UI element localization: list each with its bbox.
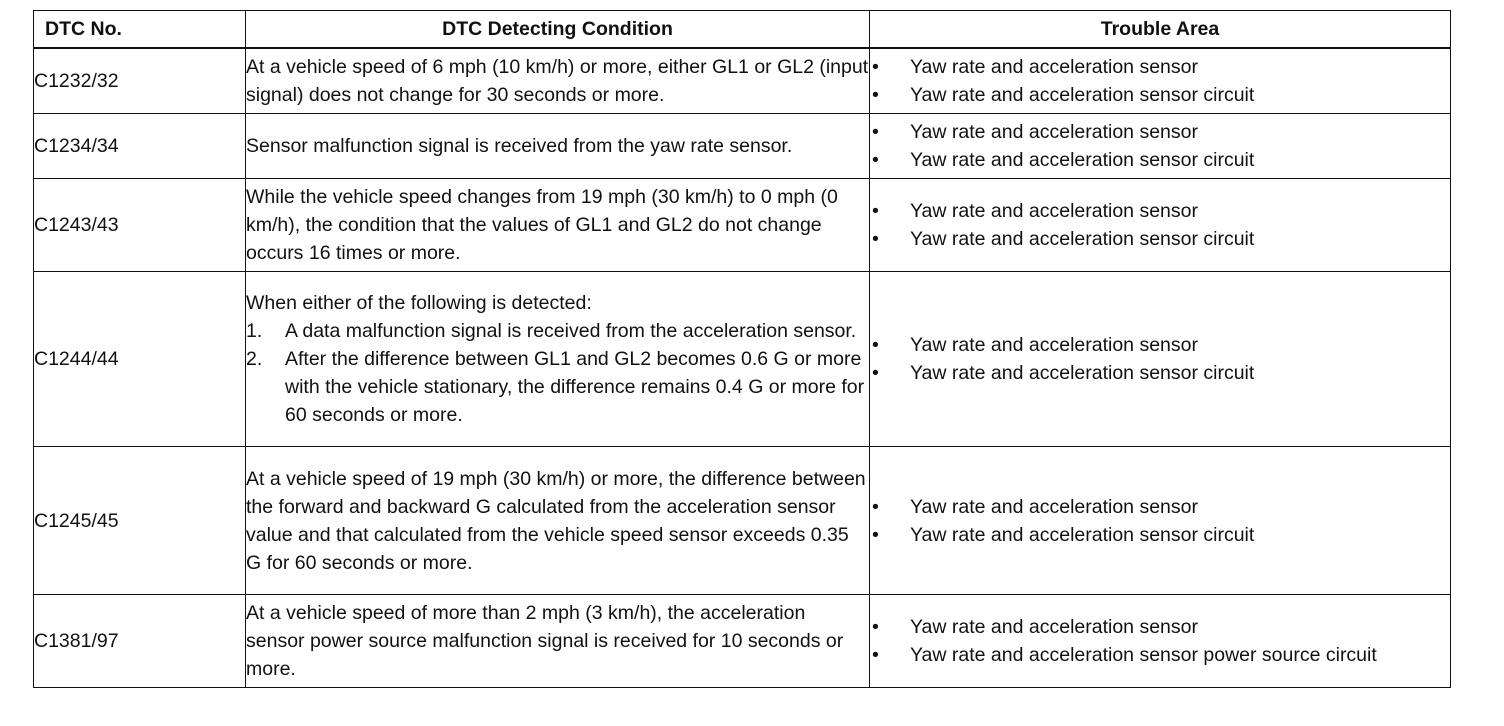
list-item: [870, 53, 1450, 81]
bullet-icon: •: [872, 644, 879, 666]
trouble-area-text: Yaw rate and acceleration sensor: [910, 121, 1198, 143]
trouble-area-cell: [870, 595, 1451, 688]
header-detecting-condition: DTC Detecting Condition: [246, 11, 870, 49]
table-row: [34, 114, 1451, 179]
dtc-code: C1243/43: [34, 179, 246, 272]
trouble-area-list: [870, 613, 1450, 669]
dtc-code: C1244/44: [34, 272, 246, 447]
trouble-area-list: [870, 331, 1450, 387]
bullet-icon: •: [872, 84, 879, 106]
trouble-area-cell: [870, 179, 1451, 272]
condition-intro: When either of the following is detected:: [246, 292, 592, 314]
trouble-area-list: [870, 53, 1450, 109]
list-item: [870, 521, 1450, 549]
table-row: [34, 272, 1451, 447]
trouble-area-text: Yaw rate and acceleration sensor: [910, 56, 1198, 78]
list-item: [870, 493, 1450, 521]
step-text: After the difference between GL1 and GL2 becomes 0.6 G or more with the vehicle stationary, the difference remains 0.4 G or more for 60 seconds or more.: [285, 348, 865, 426]
table-header-row: [34, 11, 1451, 49]
dtc-condition: At a vehicle speed of 19 mph (30 km/h) or more, the difference between the forward and backward G calculated from the acceleration sensor value and that calculated from the vehicle speed sensor exceeds 0.35 G for 60 seconds or more.: [246, 447, 870, 595]
list-item: [870, 225, 1450, 253]
trouble-area-text: Yaw rate and acceleration sensor circuit: [910, 149, 1255, 171]
list-item: [870, 641, 1450, 669]
trouble-area-cell: [870, 272, 1451, 447]
step-number: 1.: [246, 320, 263, 342]
trouble-area-text: Yaw rate and acceleration sensor power source circuit: [910, 644, 1377, 666]
dtc-condition: At a vehicle speed of more than 2 mph (3 km/h), the acceleration sensor power source malfunction signal is received for 10 seconds or more.: [246, 595, 870, 688]
trouble-area-text: Yaw rate and acceleration sensor circuit: [910, 362, 1255, 384]
dtc-condition: While the vehicle speed changes from 19 mph (30 km/h) to 0 mph (0 km/h), the condition that the values of GL1 and GL2 do not change occurs 16 times or more.: [246, 179, 870, 272]
dtc-condition: Sensor malfunction signal is received from the yaw rate sensor.: [246, 114, 870, 179]
trouble-area-text: Yaw rate and acceleration sensor: [910, 495, 1198, 518]
trouble-area-cell: [870, 48, 1451, 114]
dtc-table: [33, 10, 1451, 688]
trouble-area-text: Yaw rate and acceleration sensor circuit: [910, 523, 1255, 546]
bullet-icon: •: [872, 56, 879, 78]
list-item: [246, 345, 869, 429]
list-item: [246, 317, 869, 345]
bullet-icon: •: [872, 228, 879, 250]
bullet-icon: •: [872, 334, 879, 356]
trouble-area-text: Yaw rate and acceleration sensor circuit: [910, 228, 1255, 250]
bullet-icon: •: [872, 495, 879, 518]
table-row: [34, 595, 1451, 688]
header-trouble-area: Trouble Area: [870, 11, 1451, 49]
step-number: 2.: [246, 348, 263, 370]
trouble-area-list: [870, 493, 1450, 549]
list-item: [870, 197, 1450, 225]
trouble-area-list: [870, 197, 1450, 253]
list-item: [870, 118, 1450, 146]
bullet-icon: •: [872, 616, 879, 638]
list-item: [870, 81, 1450, 109]
list-item: [870, 359, 1450, 387]
trouble-area-text: Yaw rate and acceleration sensor: [910, 616, 1198, 638]
bullet-icon: •: [872, 362, 879, 384]
header-dtc-no: DTC No.: [34, 11, 246, 49]
dtc-code: C1232/32: [34, 48, 246, 114]
trouble-area-cell: [870, 447, 1451, 595]
trouble-area-cell: [870, 114, 1451, 179]
table-row: [34, 48, 1451, 114]
trouble-area-list: [870, 118, 1450, 174]
dtc-code: C1234/34: [34, 114, 246, 179]
step-text: A data malfunction signal is received from the acceleration sensor.: [285, 320, 857, 342]
trouble-area-text: Yaw rate and acceleration sensor: [910, 334, 1198, 356]
dtc-condition: At a vehicle speed of 6 mph (10 km/h) or more, either GL1 or GL2 (input signal) does not change for 30 seconds or more.: [246, 48, 870, 114]
trouble-area-text: Yaw rate and acceleration sensor: [910, 200, 1198, 222]
list-item: [870, 331, 1450, 359]
bullet-icon: •: [872, 149, 879, 171]
table-row: [34, 447, 1451, 595]
trouble-area-text: Yaw rate and acceleration sensor circuit: [910, 84, 1255, 106]
table-row: [34, 179, 1451, 272]
bullet-icon: •: [872, 200, 879, 222]
list-item: [870, 613, 1450, 641]
condition-steps: [246, 317, 869, 429]
bullet-icon: •: [872, 523, 879, 546]
dtc-code: C1381/97: [34, 595, 246, 688]
bullet-icon: •: [872, 121, 879, 143]
dtc-code: C1245/45: [34, 447, 246, 595]
dtc-condition: [246, 272, 870, 447]
list-item: [870, 146, 1450, 174]
